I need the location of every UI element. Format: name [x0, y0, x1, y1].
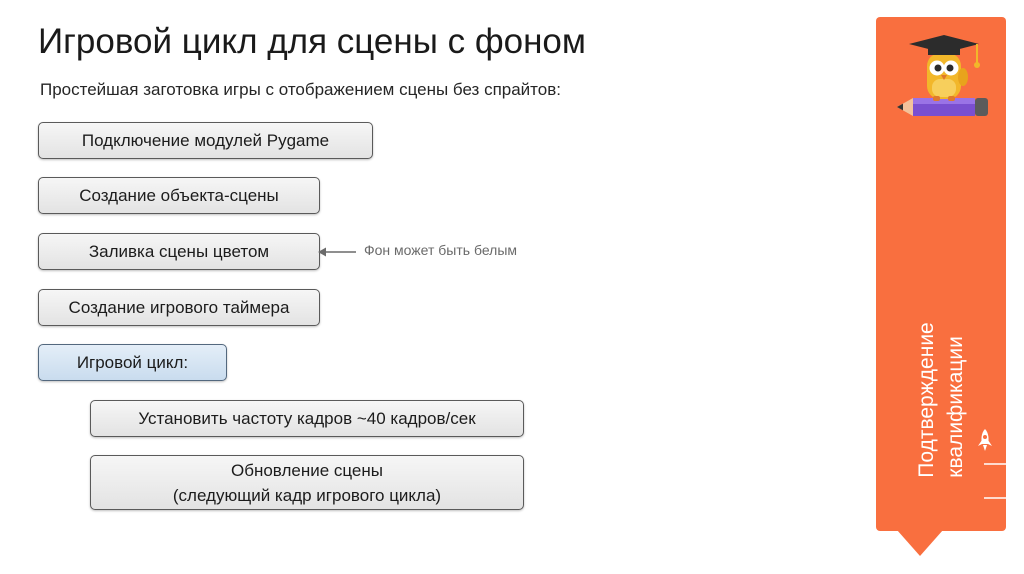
step-import-pygame: Подключение модулей Pygame	[38, 122, 373, 159]
owl-graduate-icon	[895, 35, 990, 120]
ribbon-pointer	[897, 530, 943, 558]
decorative-lines	[984, 460, 1006, 502]
annotation-note: Фон может быть белым	[364, 242, 518, 258]
step-fill-color: Заливка сцены цветом	[38, 233, 320, 270]
slide-title: Игровой цикл для сцены с фоном	[38, 22, 586, 61]
arrow-left-icon	[318, 244, 358, 260]
update-scene-line-1: Обновление сцены	[231, 460, 383, 480]
loop-step-set-fps: Установить частоту кадров ~40 кадров/сек	[90, 400, 524, 437]
step-create-scene: Создание объекта-сцены	[38, 177, 320, 214]
step-create-timer: Создание игрового таймера	[38, 289, 320, 326]
ribbon-caption-line-2: квалификации	[944, 336, 967, 478]
slide-subtitle: Простейшая заготовка игры с отображением сцены без спрайтов:	[40, 80, 561, 99]
step-game-loop: Игровой цикл:	[38, 344, 227, 381]
update-scene-line-2: (следующий кадр игрового цикла)	[172, 485, 442, 505]
ribbon-caption	[912, 322, 970, 477]
ribbon-caption-line-1: Подтверждение	[915, 322, 938, 478]
loop-step-update-scene	[90, 455, 524, 510]
rocket-icon	[976, 428, 994, 452]
